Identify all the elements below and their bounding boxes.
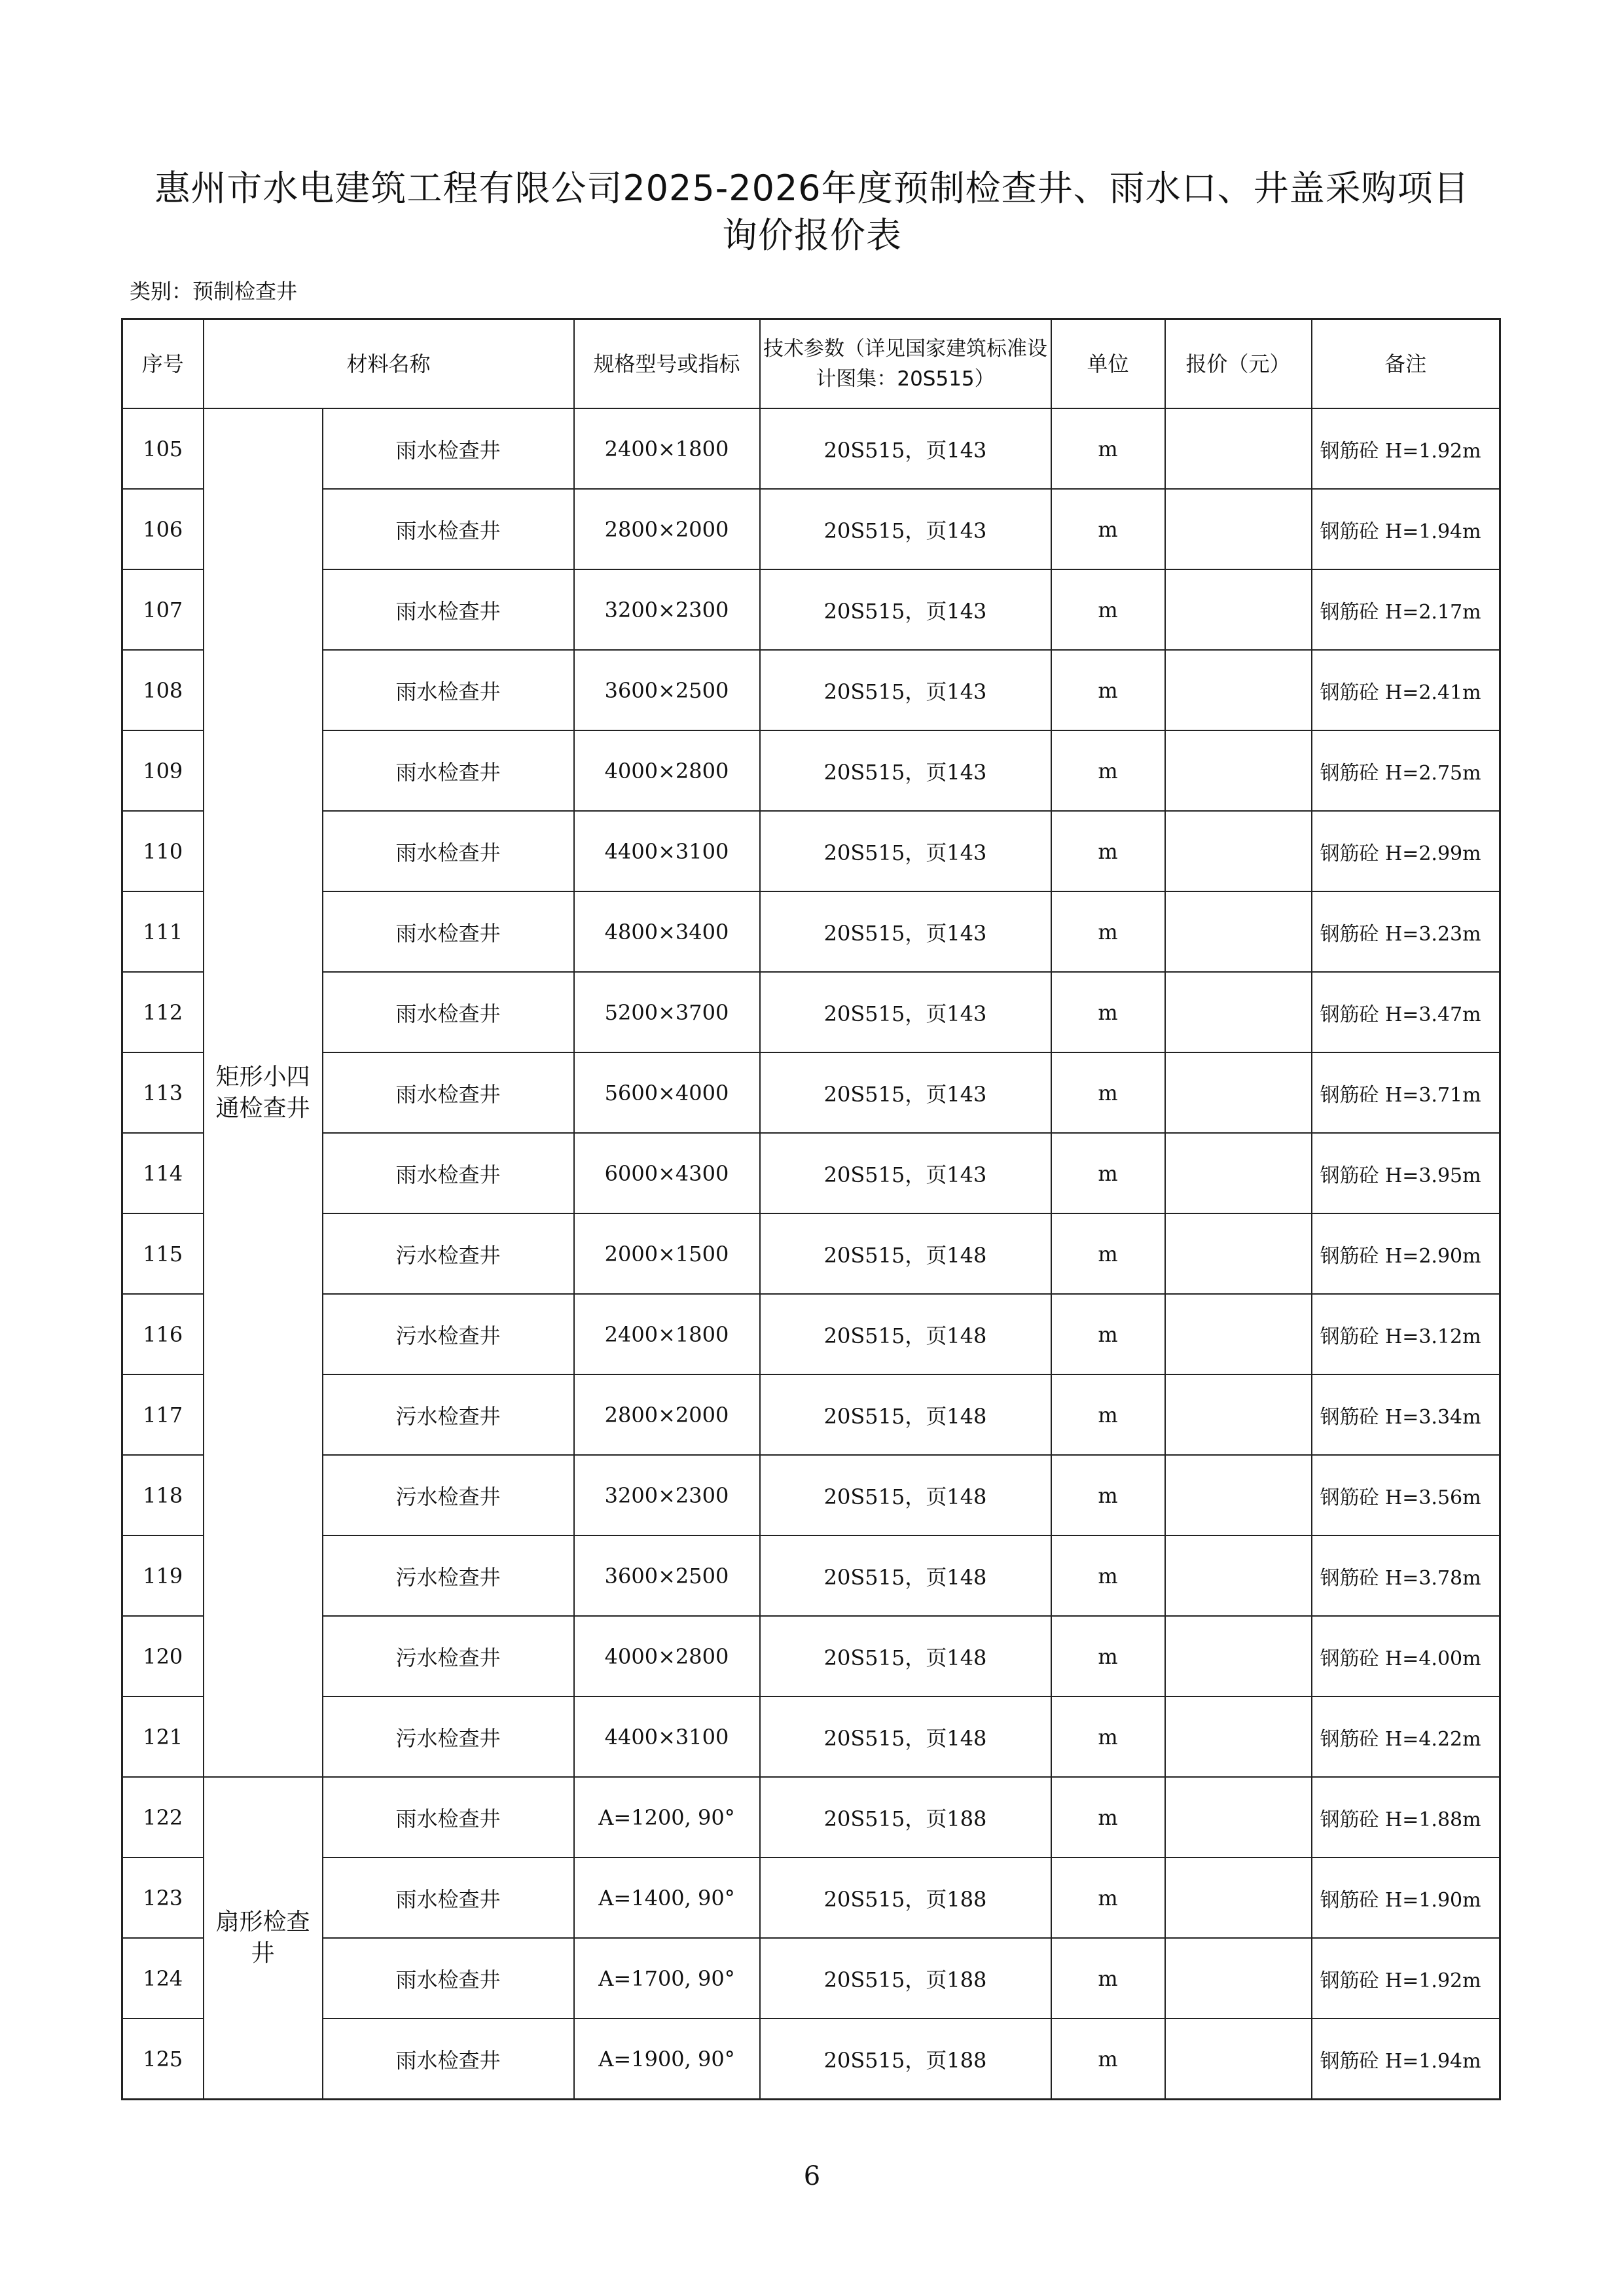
unit-cell: m [1051, 1294, 1165, 1374]
material-name-cell: 雨水检查井 [323, 811, 574, 891]
material-name-cell: 污水检查井 [323, 1213, 574, 1294]
table-row [122, 891, 1500, 972]
unit-cell: m [1051, 650, 1165, 730]
tech-cell: 20S515，页143 [760, 650, 1051, 730]
spec-cell: 3600×2500 [574, 1535, 760, 1616]
spec-cell: 2000×1500 [574, 1213, 760, 1294]
note-cell: 钢筋砼 H=2.75m [1312, 730, 1500, 811]
quotation-table [121, 318, 1501, 2100]
note-cell: 钢筋砼 H=1.88m [1312, 1777, 1500, 1857]
seq-cell: 123 [122, 1857, 204, 1938]
tech-cell: 20S515，页143 [760, 489, 1051, 569]
seq-cell: 113 [122, 1052, 204, 1133]
spec-cell: 3600×2500 [574, 650, 760, 730]
seq-cell: 119 [122, 1535, 204, 1616]
table-row [122, 1535, 1500, 1616]
seq-cell: 111 [122, 891, 204, 972]
spec-cell: A=1200, 90° [574, 1777, 760, 1857]
header-seq: 序号 [122, 319, 204, 409]
table-row [122, 1294, 1500, 1374]
material-name-cell: 雨水检查井 [323, 489, 574, 569]
note-cell: 钢筋砼 H=1.94m [1312, 489, 1500, 569]
price-input-cell[interactable] [1165, 1294, 1312, 1374]
seq-cell: 117 [122, 1374, 204, 1455]
seq-cell: 120 [122, 1616, 204, 1696]
unit-cell: m [1051, 1374, 1165, 1455]
seq-cell: 108 [122, 650, 204, 730]
price-input-cell[interactable] [1165, 730, 1312, 811]
tech-cell: 20S515，页148 [760, 1535, 1051, 1616]
note-cell: 钢筋砼 H=4.22m [1312, 1696, 1500, 1777]
material-name-cell: 污水检查井 [323, 1374, 574, 1455]
material-name-cell: 雨水检查井 [323, 2018, 574, 2100]
table-row [122, 1938, 1500, 2018]
spec-cell: 4400×3100 [574, 811, 760, 891]
seq-cell: 124 [122, 1938, 204, 2018]
table-row [122, 1374, 1500, 1455]
price-input-cell[interactable] [1165, 569, 1312, 650]
table-header-row [122, 319, 1500, 409]
unit-cell: m [1051, 1535, 1165, 1616]
material-name-cell: 雨水检查井 [323, 1777, 574, 1857]
table-row [122, 1777, 1500, 1857]
material-name-cell: 雨水检查井 [323, 569, 574, 650]
tech-cell: 20S515，页143 [760, 569, 1051, 650]
document-subtitle: 询价报价表 [722, 215, 902, 256]
note-cell: 钢筋砼 H=2.90m [1312, 1213, 1500, 1294]
tech-cell: 20S515，页148 [760, 1616, 1051, 1696]
table-row [122, 1696, 1500, 1777]
table-row [122, 1616, 1500, 1696]
spec-cell: 4400×3100 [574, 1696, 760, 1777]
seq-cell: 105 [122, 408, 204, 489]
unit-cell: m [1051, 811, 1165, 891]
material-name-cell: 污水检查井 [323, 1455, 574, 1535]
price-input-cell[interactable] [1165, 1535, 1312, 1616]
note-cell: 钢筋砼 H=2.17m [1312, 569, 1500, 650]
unit-cell: m [1051, 1616, 1165, 1696]
note-cell: 钢筋砼 H=1.92m [1312, 1938, 1500, 2018]
seq-cell: 122 [122, 1777, 204, 1857]
tech-cell: 20S515，页143 [760, 730, 1051, 811]
tech-cell: 20S515，页188 [760, 1857, 1051, 1938]
group-cell-fan: 扇形检查井 [204, 1777, 323, 2100]
unit-cell: m [1051, 1938, 1165, 2018]
price-input-cell[interactable] [1165, 1616, 1312, 1696]
table-row [122, 650, 1500, 730]
seq-cell: 112 [122, 972, 204, 1052]
table-row [122, 1052, 1500, 1133]
price-input-cell[interactable] [1165, 1374, 1312, 1455]
note-cell: 钢筋砼 H=3.23m [1312, 891, 1500, 972]
table-row [122, 2018, 1500, 2100]
price-input-cell[interactable] [1165, 891, 1312, 972]
spec-cell: 5600×4000 [574, 1052, 760, 1133]
table-row [122, 1857, 1500, 1938]
price-input-cell[interactable] [1165, 1213, 1312, 1294]
tech-cell: 20S515，页188 [760, 2018, 1051, 2100]
price-input-cell[interactable] [1165, 972, 1312, 1052]
header-unit: 单位 [1051, 319, 1165, 409]
spec-cell: 4000×2800 [574, 730, 760, 811]
unit-cell: m [1051, 972, 1165, 1052]
header-spec: 规格型号或指标 [574, 319, 760, 409]
spec-cell: 6000×4300 [574, 1133, 760, 1213]
material-name-cell: 污水检查井 [323, 1616, 574, 1696]
material-name-cell: 雨水检查井 [323, 891, 574, 972]
tech-cell: 20S515，页148 [760, 1294, 1051, 1374]
price-input-cell[interactable] [1165, 811, 1312, 891]
material-name-cell: 雨水检查井 [323, 1857, 574, 1938]
material-name-cell: 污水检查井 [323, 1696, 574, 1777]
price-input-cell[interactable] [1165, 1133, 1312, 1213]
seq-cell: 115 [122, 1213, 204, 1294]
tech-cell: 20S515，页143 [760, 408, 1051, 489]
seq-cell: 109 [122, 730, 204, 811]
seq-cell: 114 [122, 1133, 204, 1213]
seq-cell: 110 [122, 811, 204, 891]
spec-cell: 4800×3400 [574, 891, 760, 972]
seq-cell: 107 [122, 569, 204, 650]
seq-cell: 106 [122, 489, 204, 569]
document-title: 惠州市水电建筑工程有限公司2025-2026年度预制检查井、雨水口、井盖采购项目 [154, 168, 1470, 209]
tech-cell: 20S515，页143 [760, 1133, 1051, 1213]
spec-cell: A=1900, 90° [574, 2018, 760, 2100]
spec-cell: 2400×1800 [574, 408, 760, 489]
note-cell: 钢筋砼 H=3.95m [1312, 1133, 1500, 1213]
seq-cell: 116 [122, 1294, 204, 1374]
table-row [122, 489, 1500, 569]
tech-cell: 20S515，页143 [760, 1052, 1051, 1133]
seq-cell: 121 [122, 1696, 204, 1777]
tech-cell: 20S515，页148 [760, 1455, 1051, 1535]
spec-cell: 2800×2000 [574, 1374, 760, 1455]
material-name-cell: 雨水检查井 [323, 730, 574, 811]
spec-cell: 3200×2300 [574, 1455, 760, 1535]
tech-cell: 20S515，页188 [760, 1777, 1051, 1857]
spec-cell: 5200×3700 [574, 972, 760, 1052]
price-input-cell[interactable] [1165, 489, 1312, 569]
table-row [122, 1133, 1500, 1213]
material-name-cell: 雨水检查井 [323, 650, 574, 730]
note-cell: 钢筋砼 H=1.92m [1312, 408, 1500, 489]
unit-cell: m [1051, 1052, 1165, 1133]
price-input-cell[interactable] [1165, 2018, 1312, 2100]
price-input-cell[interactable] [1165, 1052, 1312, 1133]
tech-cell: 20S515，页148 [760, 1213, 1051, 1294]
table-row [122, 1213, 1500, 1294]
spec-cell: A=1700, 90° [574, 1938, 760, 2018]
note-cell: 钢筋砼 H=3.78m [1312, 1535, 1500, 1616]
note-cell: 钢筋砼 H=1.90m [1312, 1857, 1500, 1938]
price-input-cell[interactable] [1165, 650, 1312, 730]
material-name-cell: 雨水检查井 [323, 972, 574, 1052]
spec-cell: 2800×2000 [574, 489, 760, 569]
price-input-cell[interactable] [1165, 1696, 1312, 1777]
price-input-cell[interactable] [1165, 1455, 1312, 1535]
note-cell: 钢筋砼 H=3.34m [1312, 1374, 1500, 1455]
header-material: 材料名称 [204, 319, 574, 409]
table-row [122, 730, 1500, 811]
unit-cell: m [1051, 891, 1165, 972]
unit-cell: m [1051, 1696, 1165, 1777]
material-name-cell: 雨水检查井 [323, 1052, 574, 1133]
material-name-cell: 雨水检查井 [323, 1938, 574, 2018]
table-row [122, 408, 1500, 489]
material-name-cell: 污水检查井 [323, 1535, 574, 1616]
tech-cell: 20S515，页148 [760, 1696, 1051, 1777]
unit-cell: m [1051, 1133, 1165, 1213]
unit-cell: m [1051, 489, 1165, 569]
table-row [122, 811, 1500, 891]
header-tech: 技术参数（详见国家建筑标准设计图集：20S515） [760, 319, 1051, 409]
spec-cell: 4000×2800 [574, 1616, 760, 1696]
note-cell: 钢筋砼 H=3.71m [1312, 1052, 1500, 1133]
seq-cell: 118 [122, 1455, 204, 1535]
price-input-cell[interactable] [1165, 408, 1312, 489]
note-cell: 钢筋砼 H=3.56m [1312, 1455, 1500, 1535]
header-note: 备注 [1312, 319, 1500, 409]
unit-cell: m [1051, 569, 1165, 650]
unit-cell: m [1051, 1857, 1165, 1938]
material-name-cell: 雨水检查井 [323, 408, 574, 489]
category-label: 类别：预制检查井 [130, 279, 298, 304]
price-input-cell[interactable] [1165, 1857, 1312, 1938]
note-cell: 钢筋砼 H=1.94m [1312, 2018, 1500, 2100]
unit-cell: m [1051, 1777, 1165, 1857]
spec-cell: 2400×1800 [574, 1294, 760, 1374]
price-input-cell[interactable] [1165, 1777, 1312, 1857]
seq-cell: 125 [122, 2018, 204, 2100]
note-cell: 钢筋砼 H=3.12m [1312, 1294, 1500, 1374]
spec-cell: A=1400, 90° [574, 1857, 760, 1938]
note-cell: 钢筋砼 H=2.41m [1312, 650, 1500, 730]
unit-cell: m [1051, 2018, 1165, 2100]
unit-cell: m [1051, 1455, 1165, 1535]
price-input-cell[interactable] [1165, 1938, 1312, 2018]
page-number: 6 [803, 2161, 821, 2191]
note-cell: 钢筋砼 H=3.47m [1312, 972, 1500, 1052]
table-row [122, 972, 1500, 1052]
tech-cell: 20S515，页143 [760, 891, 1051, 972]
unit-cell: m [1051, 730, 1165, 811]
group-cell-rect: 矩形小四通检查井 [204, 408, 323, 1777]
material-name-cell: 污水检查井 [323, 1294, 574, 1374]
note-cell: 钢筋砼 H=4.00m [1312, 1616, 1500, 1696]
header-price: 报价（元） [1165, 319, 1312, 409]
tech-cell: 20S515，页148 [760, 1374, 1051, 1455]
tech-cell: 20S515，页143 [760, 811, 1051, 891]
spec-cell: 3200×2300 [574, 569, 760, 650]
note-cell: 钢筋砼 H=2.99m [1312, 811, 1500, 891]
unit-cell: m [1051, 1213, 1165, 1294]
material-name-cell: 雨水检查井 [323, 1133, 574, 1213]
table-row [122, 569, 1500, 650]
unit-cell: m [1051, 408, 1165, 489]
tech-cell: 20S515，页188 [760, 1938, 1051, 2018]
tech-cell: 20S515，页143 [760, 972, 1051, 1052]
table-row [122, 1455, 1500, 1535]
